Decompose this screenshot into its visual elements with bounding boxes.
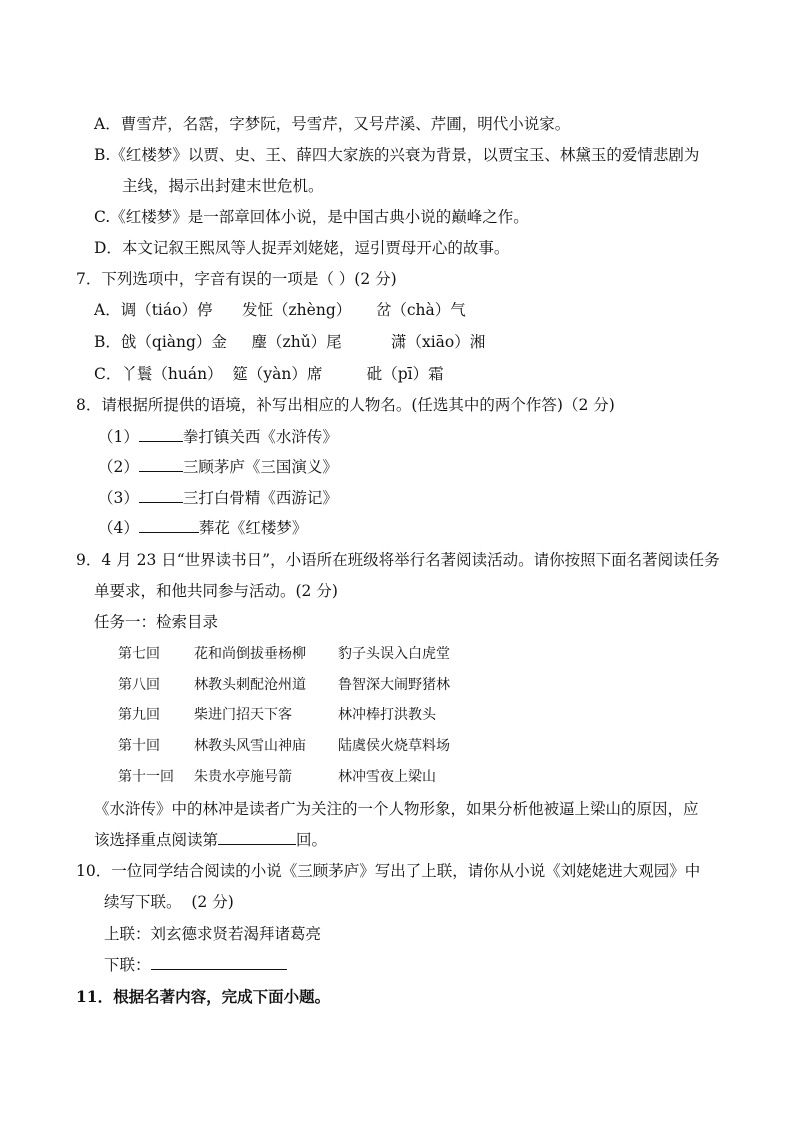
q10-upper-couplet: 上联：刘玄德求贤若渴拜诸葛亮 [104,925,322,943]
toc-chapter-number: 第十一回 [118,769,174,785]
q7-option-a: A．调（tiáo）停 发怔（zhèng） 岔（chà）气 [94,301,466,319]
q8-item-text: 葬花《红楼梦》 [198,519,308,537]
q8-item-3 [98,488,338,508]
toc-chapter-title-b: 豹子头误入白虎堂 [338,646,450,662]
q10-stem-line2: 续写下联。 (2 分) [104,893,234,911]
q6-option-d: D．本文记叙王熙凤等人捉弄刘姥姥，逗引贾母开心的故事。 [94,239,510,257]
q8-item-text: 三顾茅庐《三国演义》 [182,458,338,476]
q9-question-text-end: 回。 [296,831,328,849]
toc-chapter-title-b: 林冲雪夜上梁山 [338,769,436,785]
toc-chapter-title-a: 林教头风雪山神庙 [194,738,306,754]
answer-blank[interactable] [218,830,296,845]
toc-chapter-number: 第十回 [118,738,160,754]
q8-item-number: （1） [98,428,139,446]
toc-chapter-title-b: 陆虞侯火烧草料场 [338,738,450,754]
q6-option-b-line1: B.《红楼梦》以贾、史、王、薛四大家族的兴衰为背景，以贾宝玉、林黛玉的爱情悲剧为 [94,146,700,164]
q10-stem-line1: 10．一位同学结合阅读的小说《三顾茅庐》写出了上联，请你从小说《刘姥姥进大观园》中 [76,862,701,880]
q8-item-number: （4） [98,519,139,537]
q11-stem: 11．根据名著内容，完成下面小题。 [76,987,331,1006]
q8-item-number: （2） [98,458,139,476]
answer-blank[interactable] [139,427,183,442]
toc-chapter-title-b: 林冲棒打洪教头 [338,707,436,723]
q8-item-number: （3） [98,489,139,507]
q9-task-title: 任务一：检索目录 [94,613,219,631]
toc-chapter-title-a: 花和尚倒拔垂杨柳 [194,646,306,662]
q8-item-2 [98,457,338,477]
q10-lower-label: 下联： [104,956,151,974]
q8-item-text: 三打白骨精《西游记》 [182,489,338,507]
toc-chapter-number: 第七回 [118,646,160,662]
q9-stem-line1: 9．4 月 23 日“世界读书日”，小语所在班级将举行名著阅读活动。请你按照下面名著阅读任务 [76,551,720,569]
toc-chapter-number: 第九回 [118,707,160,723]
q9-question-line2 [94,830,327,850]
q8-item-4 [98,518,307,538]
q9-stem-line2: 单要求，和他共同参与活动。(2 分) [94,582,338,600]
toc-chapter-number: 第八回 [118,677,160,693]
toc-chapter-title-a: 朱贵水亭施号箭 [194,769,292,785]
answer-blank[interactable] [139,488,183,503]
answer-blank[interactable] [139,518,199,533]
q9-question-line1: 《水浒传》中的林冲是读者广为关注的一个人物形象，如果分析他被逼上梁山的原因，应 [94,800,699,818]
q7-stem: 7．下列选项中，字音有误的一项是（ ）(2 分) [76,270,397,288]
q7-option-c: C．丫鬟（huán） 筵（yàn）席 砒（pī）霜 [94,365,444,383]
q6-option-c: C.《红楼梦》是一部章回体小说，是中国古典小说的巅峰之作。 [94,208,529,226]
q8-item-text: 拳打镇关西《水浒传》 [182,428,338,446]
answer-blank[interactable] [151,955,287,970]
q6-option-b-line2: 主线，揭示出封建末世危机。 [122,177,324,195]
toc-chapter-title-a: 林教头刺配沧州道 [194,677,306,693]
q8-item-1 [98,427,338,447]
q10-lower-couplet [104,955,287,975]
q6-option-a: A．曹雪芹，名霑，字梦阮，号雪芹，又号芹溪、芹圃，明代小说家。 [94,115,571,133]
toc-chapter-title-b: 鲁智深大闹野猪林 [338,677,450,693]
answer-blank[interactable] [139,457,183,472]
q8-stem: 8．请根据所提供的语境，补写出相应的人物名。(任选其中的两个作答)（2 分) [76,396,615,414]
q9-question-text: 该选择重点阅读第 [94,831,219,849]
toc-chapter-title-a: 柴进门招天下客 [194,707,292,723]
q7-option-b: B．戗（qiàng）金 麈（zhǔ）尾 潇（xiāo）湘 [94,333,486,351]
